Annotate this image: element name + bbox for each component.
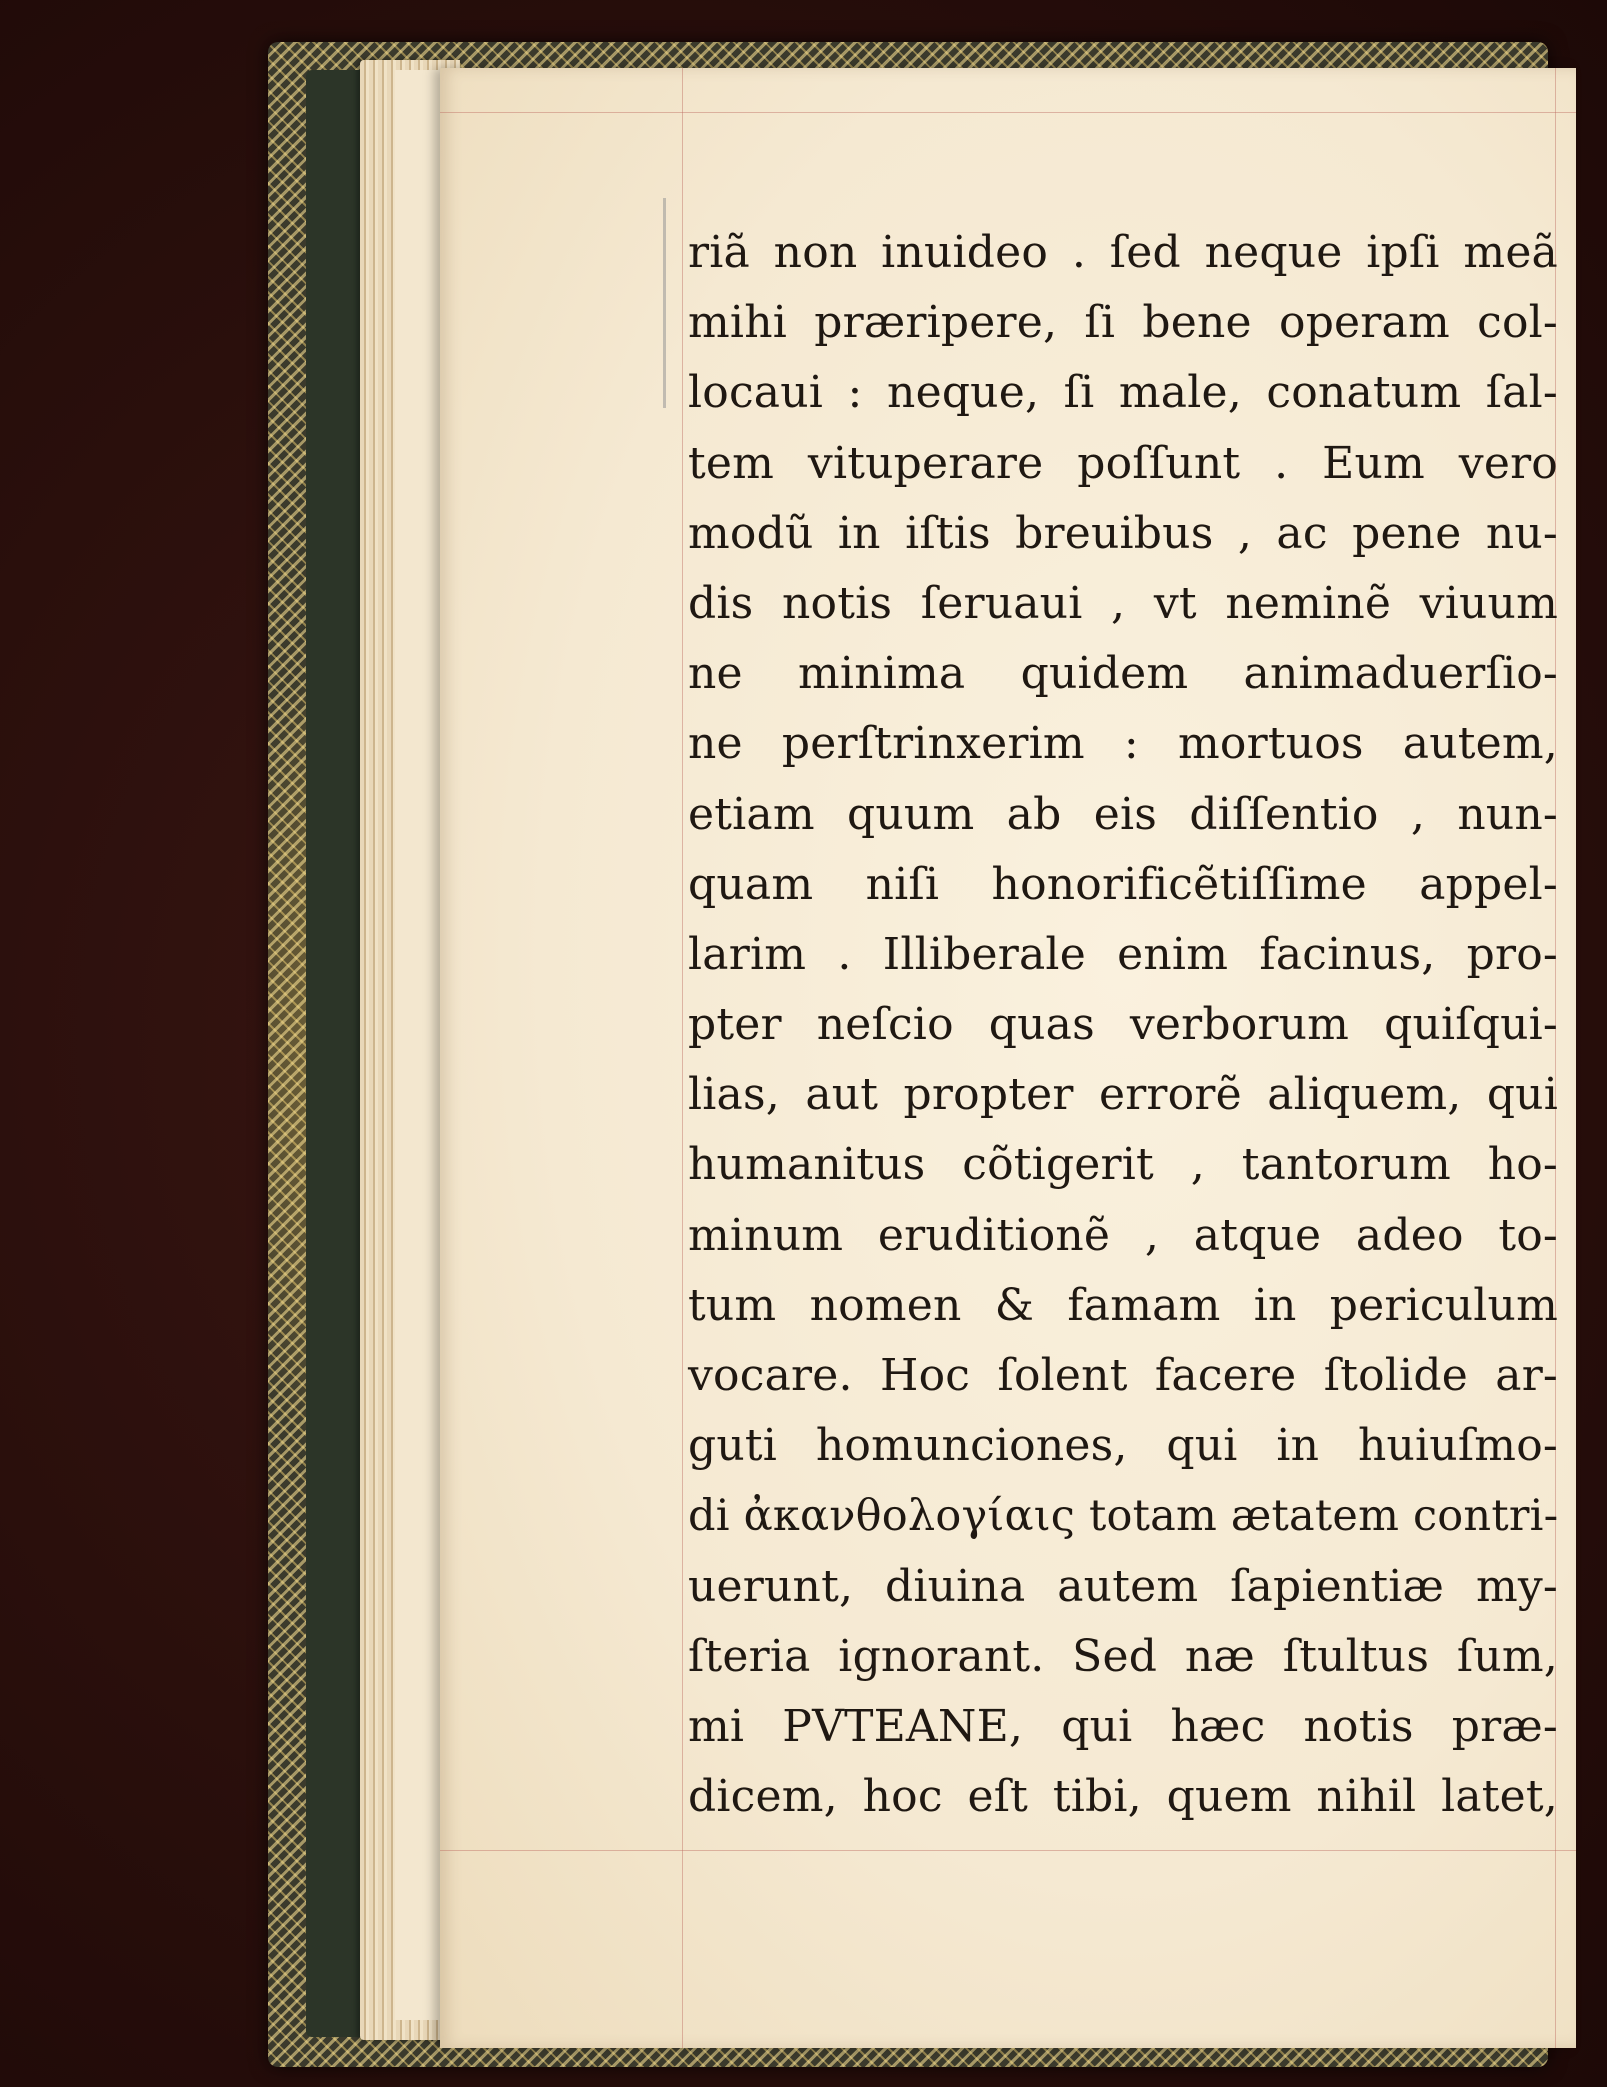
text-line: uerunt, diuina autem ſapientiæ my- — [688, 1560, 1558, 1612]
text-line: quam niſi honorificẽtiſſime appel- — [688, 858, 1558, 910]
body-text — [688, 218, 1558, 1832]
text-line: locaui : neque, ſi male, conatum ſal- — [688, 367, 1558, 419]
text-line: dicem, hoc eſt tibi, quem nihil latet, — [688, 1771, 1558, 1823]
text-line: lias, aut propter errorẽ aliquem, qui — [688, 1069, 1558, 1121]
text-line: dis notis ſeruaui , vt neminẽ viuum — [688, 577, 1558, 629]
text-line: ne perſtrinxerim : mortuos autem, — [688, 718, 1558, 770]
text-line: vocare. Hoc ſolent facere ſtolide ar- — [688, 1350, 1558, 1401]
text-line: minum eruditionẽ , atque adeo to- — [688, 1209, 1558, 1261]
text-line: tem vituperare poſſunt . Eum vero — [688, 437, 1558, 489]
text-line: di ἀκανθολογίαις totam ætatem contri- — [688, 1491, 1559, 1542]
text-line: mihi præripere, ſi bene operam col- — [688, 297, 1558, 349]
text-line: tum nomen & famam in periculum — [688, 1279, 1558, 1331]
frame-rule-left — [682, 68, 683, 2048]
text-line: riã non inuideo . ſed neque ipſi meã — [688, 227, 1558, 278]
margin-mark — [663, 198, 666, 408]
text-line: humanitus cõtigerit , tantorum ho- — [688, 1139, 1558, 1191]
text-line: ſteria ignorant. Sed næ ſtultus ſum, — [688, 1630, 1558, 1682]
text-line: pter neſcio quas verborum quiſqui- — [688, 999, 1558, 1051]
text-line: ne minima quidem animaduerſio- — [688, 648, 1558, 700]
text-line: larim . Illiberale enim facinus, pro- — [688, 928, 1558, 980]
frame-rule-top — [440, 112, 1576, 113]
text-line: modũ in iſtis breuibus , ac pene nu- — [688, 507, 1558, 559]
text-line: mi PVTEANE, qui hæc notis præ- — [688, 1700, 1558, 1752]
frame-rule-bottom — [440, 1850, 1576, 1851]
text-line: etiam quum ab eis diſſentio , nun- — [688, 788, 1558, 840]
book-page — [440, 68, 1576, 2048]
text-line: guti homunciones, qui in huiuſmo- — [688, 1420, 1558, 1472]
